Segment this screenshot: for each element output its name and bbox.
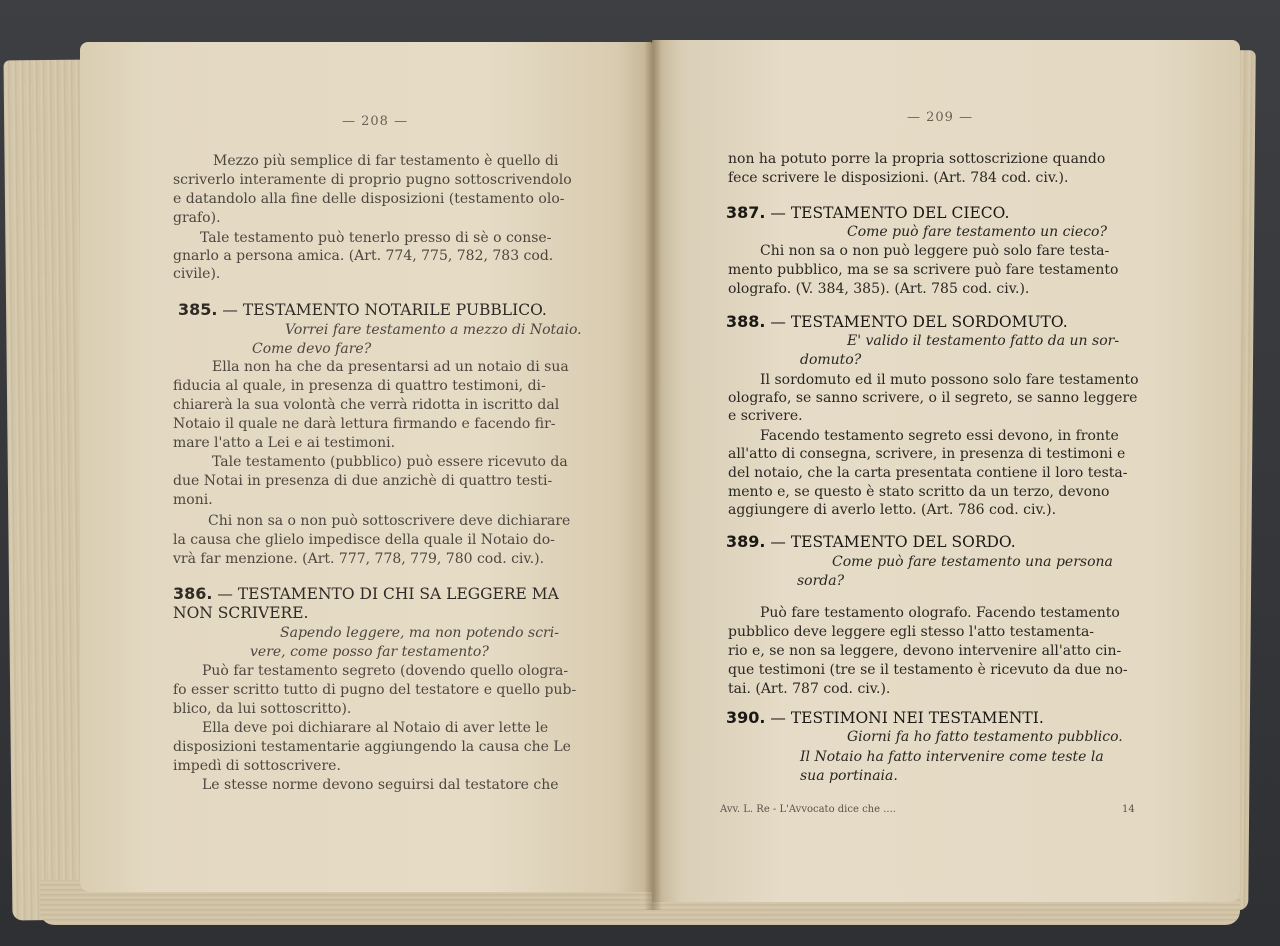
question-line: sorda? bbox=[797, 573, 845, 589]
text-line: Chi non sa o non può sottoscrivere deve dichiarare bbox=[208, 513, 571, 529]
text-line: all'atto di consegna, scrivere, in presenza di testimoni e bbox=[728, 446, 1126, 462]
folio-number: 14 bbox=[1122, 804, 1135, 815]
text-line: Tale testamento (pubblico) può essere ricevuto da bbox=[212, 454, 568, 470]
question-line: Come devo fare? bbox=[252, 341, 372, 357]
text-line: fece scrivere le disposizioni. (Art. 784 cod. civ.). bbox=[728, 170, 1069, 186]
text-line: due Notai in presenza di due anzichè di quattro testi- bbox=[173, 473, 553, 489]
text-line: chiarerà la sua volontà che verrà ridotta in iscritto dal bbox=[173, 397, 560, 413]
question-line: Vorrei fare testamento a mezzo di Notaio. bbox=[285, 322, 582, 338]
right-page bbox=[652, 40, 1240, 902]
section-heading-389 bbox=[726, 532, 1016, 551]
text-line: Mezzo più semplice di far testamento è quello di bbox=[213, 153, 559, 169]
question-line: vere, come posso far testamento? bbox=[250, 644, 489, 660]
section-title: — TESTIMONI NEI TESTAMENTI. bbox=[770, 709, 1044, 727]
question-line: Giorni fa ho fatto testamento pubblico. bbox=[847, 729, 1123, 745]
text-line: non ha potuto porre la propria sottoscrizione quando bbox=[728, 151, 1106, 167]
question-line: Come può fare testamento una persona bbox=[832, 554, 1113, 570]
text-line: Può fare testamento olografo. Facendo testamento bbox=[760, 605, 1120, 621]
text-line: mento pubblico, ma se sa scrivere può fare testamento bbox=[728, 262, 1119, 278]
text-line: vrà far menzione. (Art. 777, 778, 779, 780 cod. civ.). bbox=[173, 551, 545, 567]
text-line: civile). bbox=[173, 266, 221, 282]
left-page bbox=[80, 42, 652, 892]
text-line: e datandolo alla fine delle disposizioni (testamento olo- bbox=[173, 191, 565, 207]
text-line: rio e, se non sa leggere, devono intervenire all'atto cin- bbox=[728, 643, 1122, 659]
section-heading-390 bbox=[726, 708, 1044, 727]
section-number: 387. bbox=[726, 203, 766, 222]
text-line: gnarlo a persona amica. (Art. 774, 775, 782, 783 cod. bbox=[173, 248, 554, 264]
section-title: — TESTAMENTO DI CHI SA LEGGERE MA bbox=[217, 585, 559, 603]
question-line: Come può fare testamento un cieco? bbox=[847, 224, 1107, 240]
text-line: disposizioni testamentarie aggiungendo la causa che Le bbox=[173, 739, 571, 755]
text-line: pubblico deve leggere egli stesso l'atto testamenta- bbox=[728, 624, 1095, 640]
question-line: domuto? bbox=[800, 352, 862, 368]
section-title: — TESTAMENTO DEL SORDO. bbox=[770, 533, 1016, 551]
page-number: — 208 — bbox=[342, 114, 409, 129]
text-line: blico, da lui sottoscritto). bbox=[173, 701, 352, 717]
text-line: aggiungere di averlo letto. (Art. 786 cod. civ.). bbox=[728, 502, 1057, 518]
text-line: e scrivere. bbox=[728, 408, 803, 424]
section-number: 386. bbox=[173, 584, 213, 603]
text-line: fo esser scritto tutto di pugno del testatore e quello pub- bbox=[173, 682, 577, 698]
section-title: — TESTAMENTO DEL CIECO. bbox=[770, 204, 1010, 222]
text-line: Facendo testamento segreto essi devono, in fronte bbox=[760, 428, 1119, 444]
section-heading-388 bbox=[726, 312, 1068, 331]
section-number: 389. bbox=[726, 532, 766, 551]
section-title-continued: NON SCRIVERE. bbox=[173, 604, 309, 622]
text-line: la causa che glielo impedisce della quale il Notaio do- bbox=[173, 532, 555, 548]
text-line: mare l'atto a Lei e ai testimoni. bbox=[173, 435, 396, 451]
text-line: Le stesse norme devono seguirsi dal testatore che bbox=[202, 777, 559, 793]
text-line: olografo, se sanno scrivere, o il segreto, se sanno leggere bbox=[728, 390, 1138, 406]
page-footer: Avv. L. Re - L'Avvocato dice che .... bbox=[720, 804, 896, 815]
section-heading-386 bbox=[173, 584, 559, 603]
text-line: del notaio, che la carta presentata contiene il loro testa- bbox=[728, 465, 1128, 481]
book-gutter bbox=[644, 40, 662, 910]
section-title: — TESTAMENTO NOTARILE PUBBLICO. bbox=[222, 301, 547, 319]
text-line: Ella non ha che da presentarsi ad un notaio di sua bbox=[212, 359, 569, 375]
question-line: Il Notaio ha fatto intervenire come teste la bbox=[800, 749, 1104, 765]
text-line: olografo. (V. 384, 385). (Art. 785 cod. civ.). bbox=[728, 281, 1030, 297]
text-line: Il sordomuto ed il muto possono solo fare testamento bbox=[760, 372, 1139, 388]
text-line: que testimoni (tre se il testamento è ricevuto da due no- bbox=[728, 662, 1128, 678]
text-line: Ella deve poi dichiarare al Notaio di aver lette le bbox=[202, 720, 549, 736]
text-line: mento e, se questo è stato scritto da un terzo, devono bbox=[728, 484, 1110, 500]
text-line: Tale testamento può tenerlo presso di sè o conse- bbox=[200, 230, 552, 246]
question-line: sua portinaia. bbox=[800, 768, 898, 784]
text-line: scriverlo interamente di proprio pugno sottoscrivendolo bbox=[173, 172, 572, 188]
text-line: fiducia al quale, in presenza di quattro testimoni, di- bbox=[173, 378, 546, 394]
text-line: moni. bbox=[173, 492, 213, 508]
question-line: E' valido il testamento fatto da un sor- bbox=[847, 333, 1120, 349]
text-line: tai. (Art. 787 cod. civ.). bbox=[728, 681, 891, 697]
text-line: grafo). bbox=[173, 210, 221, 226]
section-number: 388. bbox=[726, 312, 766, 331]
section-number: 385. bbox=[178, 300, 218, 319]
question-line: Sapendo leggere, ma non potendo scri- bbox=[280, 625, 559, 641]
section-number: 390. bbox=[726, 708, 766, 727]
section-heading-385 bbox=[178, 300, 547, 319]
section-title: — TESTAMENTO DEL SORDOMUTO. bbox=[770, 313, 1068, 331]
text-line: Chi non sa o non può leggere può solo fare testa- bbox=[760, 243, 1110, 259]
page-number: — 209 — bbox=[907, 110, 974, 125]
text-line: impedì di sottoscrivere. bbox=[173, 758, 341, 774]
section-heading-387 bbox=[726, 203, 1009, 222]
text-line: Può far testamento segreto (dovendo quello ologra- bbox=[202, 663, 569, 679]
text-line: Notaio il quale ne darà lettura firmando e facendo fir- bbox=[173, 416, 556, 432]
